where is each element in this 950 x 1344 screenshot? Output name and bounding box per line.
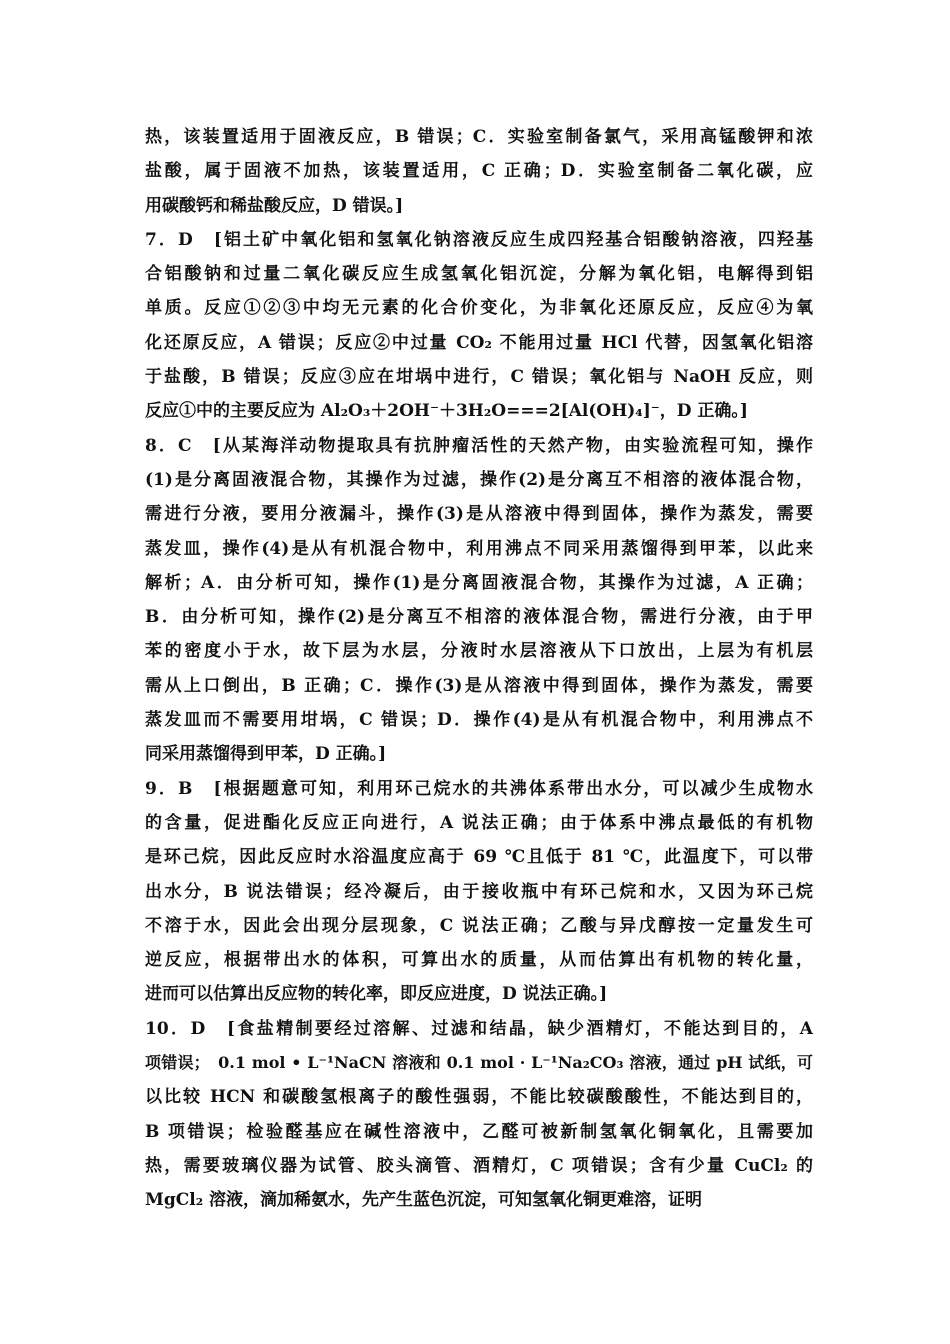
text-line: 7．D [铝土矿中氧化铝和氢氧化钠溶液反应生成四羟基合铝酸钠溶液，四羟基 (145, 229, 813, 250)
text-line: 是环己烷，因此反应时水浴温度应高于 69 ℃且低于 81 ℃，此温度下，可以带 (145, 847, 813, 868)
text-line: 需进行分液，要用分液漏斗，操作(3)是从溶液中得到固体，操作为蒸发，需要 (145, 504, 813, 525)
answer-text-block (145, 120, 813, 1218)
text-line: 10．D [食盐精制要经过溶解、过滤和结晶，缺少酒精灯，不能达到目的，A (145, 1018, 813, 1039)
text-line: 用碳酸钙和稀盐酸反应，D 错误。] (145, 195, 404, 216)
text-line: MgCl₂ 溶液，滴加稀氨水，先产生蓝色沉淀，可知氢氧化铜更难溶，证明 (145, 1190, 703, 1211)
text-line: 蒸发皿，操作(4)是从有机混合物中，利用沸点不同采用蒸馏得到甲苯，以此来 (145, 538, 813, 559)
text-line: (1)是分离固液混合物，其操作为过滤，操作(2)是分离互不相溶的液体混合物， (145, 469, 813, 490)
text-line: 合铝酸钠和过量二氧化碳反应生成氢氧化铝沉淀，分解为氧化铝，电解得到铝 (145, 264, 813, 285)
text-line: 热，需要玻璃仪器为试管、胶头滴管、酒精灯，C 项错误；含有少量 CuCl₂ 的 (145, 1155, 813, 1176)
text-line: 盐酸，属于固液不加热，该装置适用，C 正确；D．实验室制备二氧化碳，应 (145, 161, 813, 182)
text-line: 的含量，促进酯化反应正向进行，A 说法正确；由于体系中沸点最低的有机物 (145, 812, 813, 833)
text-line: 逆反应，根据带出水的体积，可算出水的质量，从而估算出有机物的转化量， (145, 950, 813, 971)
text-line: 热，该装置适用于固液反应，B 错误；C．实验室制备氯气，采用高锰酸钾和浓 (145, 127, 813, 147)
text-line: 8．C [从某海洋动物提取具有抗肿瘤活性的天然产物，由实验流程可知，操作 (145, 435, 813, 456)
text-line: B 项错误；检验醛基应在碱性溶液中，乙醛可被新制氢氧化铜氧化，且需要加 (145, 1121, 813, 1142)
text-line: 蒸发皿而不需要用坩埚，C 错误；D．操作(4)是从有机混合物中，利用沸点不 (145, 710, 813, 731)
text-line: 以比较 HCN 和碳酸氢根离子的酸性强弱，不能比较碳酸酸性，不能达到目的， (145, 1087, 813, 1108)
text-line: 化还原反应，A 错误；反应②中过量 CO₂ 不能用过量 HCl 代替，因氢氧化铝溶 (145, 332, 813, 353)
text-line: 反应①中的主要反应为 Al₂O₃＋2OH⁻＋3H₂O===2[Al(OH)₄]⁻，D 正确。] (145, 401, 748, 422)
text-line: 项错误； 0.1 mol • L⁻¹NaCN 溶液和 0.1 mol · L⁻¹Na₂CO₃ 溶液，通过 pH 试纸，可 (145, 1053, 813, 1073)
text-line: 苯的密度小于水，故下层为水层，分液时水层溶液从下口放出，上层为有机层 (145, 641, 813, 662)
text-line: 于盐酸，B 错误；反应③应在坩埚中进行，C 错误；氧化铝与 NaOH 反应，则 (145, 367, 813, 388)
text-line: 9．B [根据题意可知，利用环己烷水的共沸体系带出水分，可以减少生成物水 (145, 778, 813, 799)
text-line: B．由分析可知，操作(2)是分离互不相溶的液体混合物，需进行分液，由于甲 (145, 607, 813, 628)
text-line: 出水分，B 说法错误；经冷凝后，由于接收瓶中有环己烷和水，又因为环己烷 (145, 881, 813, 902)
text-line: 需从上口倒出，B 正确；C．操作(3)是从溶液中得到固体，操作为蒸发，需要 (145, 675, 813, 696)
text-line: 不溶于水，因此会出现分层现象，C 说法正确；乙酸与异戊醇按一定量发生可 (145, 915, 813, 936)
text-line: 进而可以估算出反应物的转化率，即反应进度，D 说法正确。] (145, 984, 608, 1005)
text-line: 解析；A．由分析可知，操作(1)是分离固液混合物，其操作为过滤，A 正确； (145, 572, 813, 593)
text-line: 同采用蒸馏得到甲苯，D 正确。] (145, 744, 387, 765)
text-line: 单质。反应①②③中均无元素的化合价变化，为非氧化还原反应，反应④为氧 (145, 298, 813, 319)
